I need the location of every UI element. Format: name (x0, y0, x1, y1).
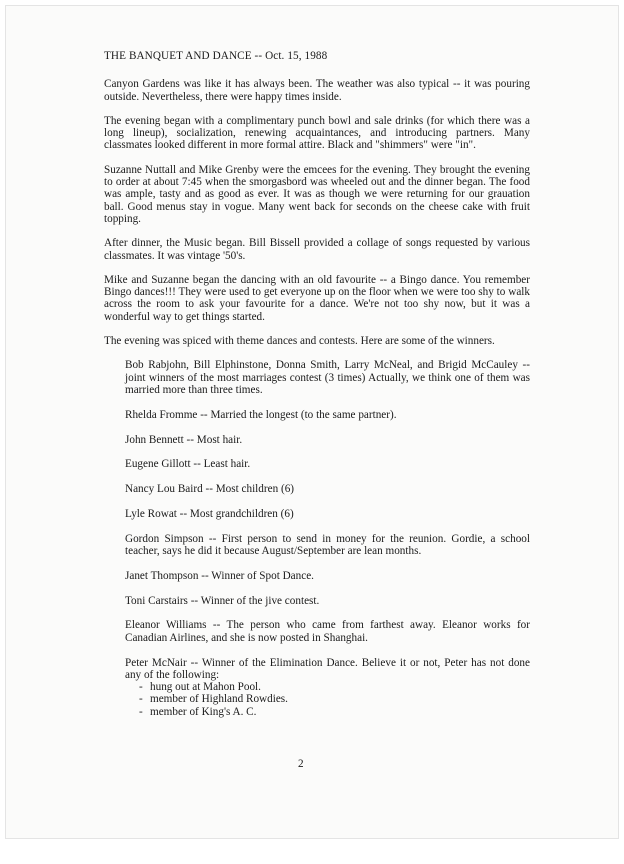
page-number: 2 (298, 758, 304, 770)
paragraph: The evening was spiced with theme dances and contests. Here are some of the winners. (104, 335, 495, 348)
winners-list (125, 359, 530, 718)
winner-entry: Gordon Simpson -- First person to send in money for the reunion. Gordie, a school teacher, says he did it because August/September are lean months. (125, 532, 530, 558)
winner-entry: Lyle Rowat -- Most grandchildren (6) (125, 507, 294, 520)
winner-entry: Eleanor Williams -- The person who came from farthest away. Eleanor works for Canadian Airlines, and she is now posted in Shanghai. (125, 619, 530, 644)
list-item: - hung out at Mahon Pool. (139, 681, 530, 693)
list-item: - member of Highland Rowdies. (139, 693, 530, 705)
winner-entry: John Bennett -- Most hair. (125, 433, 243, 446)
paragraph: After dinner, the Music began. Bill Bissell provided a collage of songs requested by various classmates. It was vintage '50's. (104, 237, 530, 262)
winner-entry-text: Peter McNair -- Winner of the Elimination Dance. Believe it or not, Peter has not done any of the following: (125, 656, 530, 681)
list-item: - member of King's A. C. (139, 706, 530, 718)
winner-entry: Nancy Lou Baird -- Most children (6) (125, 483, 295, 496)
not-done-list (139, 681, 530, 718)
winner-entry: Rhelda Fromme -- Married the longest (to the same partner). (125, 408, 397, 421)
winner-entry: Toni Carstairs -- Winner of the jive contest. (125, 594, 320, 607)
winner-entry: Eugene Gillott -- Least hair. (125, 458, 251, 471)
winner-entry: Janet Thompson -- Winner of Spot Dance. (125, 569, 314, 582)
winner-entry-elimination-dance (125, 657, 530, 718)
document-page (6, 6, 618, 838)
paragraph: The evening began with a complimentary punch bowl and sale drinks (for which there was a long lineup), socialization, renewing acquaintances, and introducing partners. Many classmates looked different in more formal attire. Black and "shimmers" were "in". (104, 114, 530, 152)
document-title: THE BANQUET AND DANCE -- Oct. 15, 1988 (104, 50, 328, 62)
paragraph: Mike and Suzanne began the dancing with an old favourite -- a Bingo dance. You remember Bingo dances!!! They were used to get everyone up on the floor when we were too shy to walk across the room to ask your favourite for a dance. We're not too shy now, but it was a wonderful way to get things started. (104, 273, 530, 323)
paragraph: Suzanne Nuttall and Mike Grenby were the emcees for the evening. They brought the evening to order at about 7:45 when the smorgasbord was wheeled out and the dinner began. The food was ample, tasty and as good as ever. It was as though we were returning for our grauation ball. Good menus stay in vogue. Many went back for seconds on the cheese cake with fruit topping. (104, 163, 530, 225)
paragraph: Canyon Gardens was like it has always been. The weather was also typical -- it was pouring outside. Nevertheless, there were happy times inside. (104, 78, 530, 103)
document-body (104, 50, 530, 718)
winner-entry: Bob Rabjohn, Bill Elphinstone, Donna Smith, Larry McNeal, and Brigid McCauley -- joint winners of the most marriages contest (3 times) Actually, we think one of them was married more than three times. (125, 359, 530, 396)
